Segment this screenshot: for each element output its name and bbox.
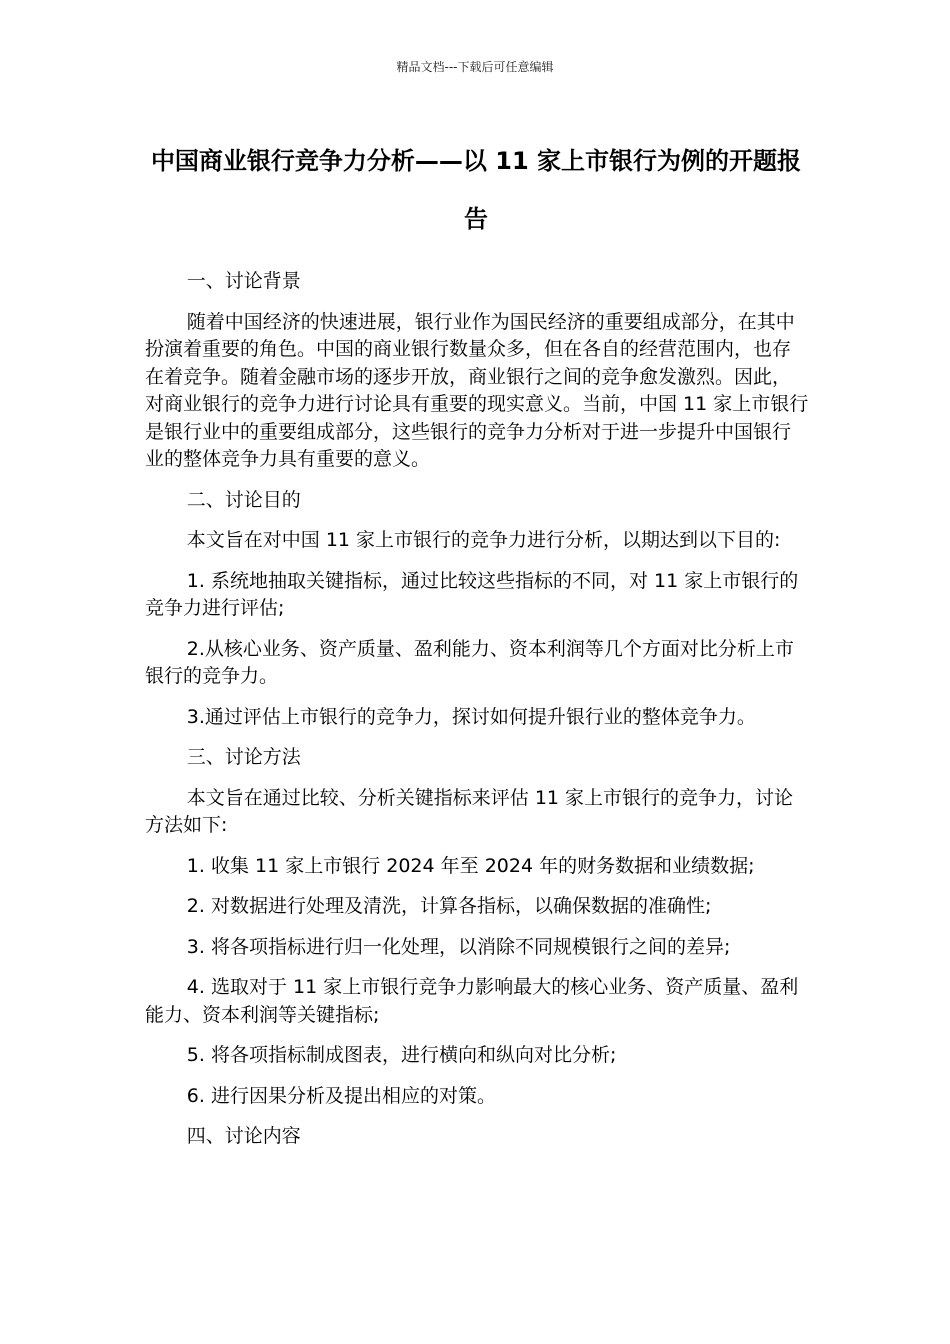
purpose-item: 2.从核心业务、资产质量、盈利能力、资本利润等几个方面对比分析上市银行的竞争力。 bbox=[145, 637, 794, 687]
section-heading-purpose: 二、讨论目的 bbox=[186, 488, 301, 511]
background-paragraph: 随着中国经济的快速进展，银行业作为国民经济的重要组成部分，在其中扮演着重要的角色。中国的商业银行数量众多，但在各自的经营范围内，也存在着竞争。随着金融市场的逐步开放，商业银行之间的竞争愈发激烈。因此，对商业银行的竞争力进行讨论具有重要的现实意义。当前，中国 11 家上市银行是银行业中的重要组成部分，这些银行的竞争力分析对于进一步提升中国银行业的整体竞争力具有重要的意义。 bbox=[145, 310, 809, 470]
method-intro: 本文旨在通过比较、分析关键指标来评估 11 家上市银行的竞争力，讨论方法如下: bbox=[145, 786, 794, 836]
purpose-intro: 本文旨在对中国 11 家上市银行的竞争力进行分析，以期达到以下目的: bbox=[186, 529, 781, 551]
section-heading-background: 一、讨论背景 bbox=[186, 270, 301, 292]
header-note: 精品文档---下载后可任意编辑 bbox=[396, 60, 554, 74]
method-item: 1. 收集 11 家上市银行 2024 年至 2024 年的财务数据和业绩数据; bbox=[186, 854, 755, 877]
document-title: 中国商业银行竞争力分析——以 11 家上市银行为例的开题报告 bbox=[150, 147, 802, 233]
section-heading-content: 四、讨论内容 bbox=[186, 1125, 301, 1147]
section-heading-method: 三、讨论方法 bbox=[186, 746, 301, 768]
purpose-item: 3.通过评估上市银行的竞争力，探讨如何提升银行业的整体竞争力。 bbox=[186, 705, 756, 728]
method-item: 4. 选取对于 11 家上市银行竞争力影响最大的核心业务、资产质量、盈利能力、资本利润等关键指标; bbox=[145, 976, 799, 1026]
method-item: 5. 将各项指标制成图表，进行横向和纵向对比分析; bbox=[186, 1044, 617, 1066]
method-item: 3. 将各项指标进行归一化处理，以消除不同规模银行之间的差异; bbox=[186, 935, 731, 958]
method-item: 6. 进行因果分析及提出相应的对策。 bbox=[186, 1084, 496, 1107]
method-item: 2. 对数据进行处理及清洗，计算各指标，以确保数据的准确性; bbox=[186, 895, 712, 917]
document-body bbox=[145, 268, 809, 1164]
purpose-item: 1. 系统地抽取关键指标，通过比较这些指标的不同，对 11 家上市银行的竞争力进行评估; bbox=[145, 569, 799, 619]
